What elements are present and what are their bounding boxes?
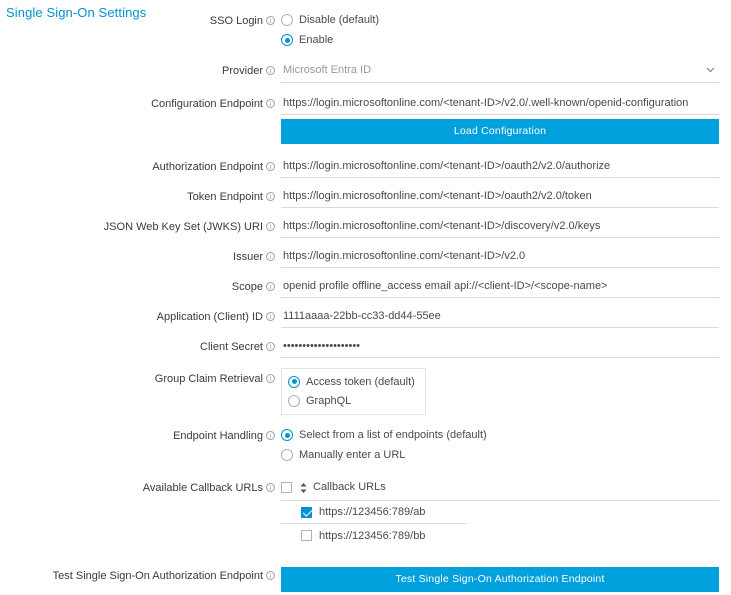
callback-url-checkbox[interactable]: [301, 530, 312, 541]
field-configuration-endpoint: [281, 91, 731, 144]
info-icon[interactable]: i: [266, 222, 275, 231]
scope-input[interactable]: [281, 274, 719, 298]
load-configuration-button[interactable]: Load Configuration: [281, 119, 719, 144]
label-text: Available Callback URLs: [142, 482, 263, 494]
field-available-callback-urls: [281, 475, 731, 547]
label-available-callback-urls: [0, 475, 281, 495]
select-all-checkbox[interactable]: [281, 482, 292, 493]
configuration-endpoint-input[interactable]: [281, 91, 719, 115]
field-row-provider: [0, 58, 731, 83]
radio-label-disable: Disable (default): [299, 14, 380, 26]
jwks-uri-input[interactable]: [281, 214, 719, 238]
radio-icon-access-token[interactable]: [288, 376, 300, 388]
sso-settings-form: [0, 8, 731, 592]
label-endpoint-handling: [0, 423, 281, 443]
field-row-authorization-endpoint: [0, 154, 731, 178]
label-test-sso: [0, 567, 281, 583]
test-sso-authorization-endpoint-button[interactable]: Test Single Sign-On Authorization Endpoint: [281, 567, 719, 592]
field-authorization-endpoint: [281, 154, 731, 178]
list-item[interactable]: [281, 501, 467, 524]
label-group-claim-retrieval: [0, 366, 281, 386]
radio-icon-disable[interactable]: [281, 14, 293, 26]
field-jwks-uri: [281, 214, 731, 238]
label-text: Authorization Endpoint: [152, 161, 263, 173]
info-icon[interactable]: i: [266, 16, 275, 25]
radio-icon-graphql[interactable]: [288, 395, 300, 407]
radio-option-manual-url[interactable]: [281, 445, 719, 465]
callback-urls-header-row: [281, 479, 719, 501]
radio-group-endpoint-handling: [281, 423, 719, 465]
callback-urls-list: [281, 501, 467, 547]
field-row-issuer: [0, 244, 731, 268]
radio-option-graphql[interactable]: [288, 391, 415, 410]
radio-icon-select-list[interactable]: [281, 429, 293, 441]
issuer-input[interactable]: [281, 244, 719, 268]
label-text: SSO Login: [209, 15, 263, 27]
label-client-secret: [0, 334, 281, 354]
callback-urls-table: [281, 475, 719, 547]
radio-icon-manual-url[interactable]: [281, 449, 293, 461]
label-provider: [0, 58, 281, 78]
field-issuer: [281, 244, 731, 268]
field-row-available-callback-urls: [0, 475, 731, 547]
radio-label-select-list: Select from a list of endpoints (default): [299, 429, 487, 441]
list-item[interactable]: [281, 524, 467, 547]
sort-icon[interactable]: [299, 481, 308, 493]
info-icon[interactable]: i: [266, 282, 275, 291]
label-text: Scope: [231, 281, 263, 293]
field-provider: [281, 58, 731, 83]
radio-option-enable[interactable]: [281, 30, 719, 50]
label-client-id: [0, 304, 281, 324]
info-icon[interactable]: i: [266, 483, 275, 492]
label-text: Group Claim Retrieval: [154, 373, 263, 385]
label-configuration-endpoint: [0, 91, 281, 111]
label-text: Application (Client) ID: [156, 311, 263, 323]
label-issuer: [0, 244, 281, 264]
callback-urls-column-header: Callback URLs: [313, 481, 386, 493]
label-text: Provider: [222, 65, 263, 77]
field-row-client-id: [0, 304, 731, 328]
page-title: Single Sign-On Settings: [6, 5, 147, 20]
info-icon[interactable]: i: [266, 431, 275, 440]
label-text: Configuration Endpoint: [151, 98, 263, 110]
client-id-input[interactable]: [281, 304, 719, 328]
field-row-client-secret: [0, 334, 731, 358]
radio-label-manual-url: Manually enter a URL: [299, 449, 406, 461]
label-text: JSON Web Key Set (JWKS) URI: [103, 221, 263, 233]
field-row-configuration-endpoint: [0, 91, 731, 144]
label-scope: [0, 274, 281, 294]
radio-option-disable[interactable]: [281, 10, 719, 30]
radio-group-sso-login: [281, 8, 719, 50]
info-icon[interactable]: i: [266, 342, 275, 351]
info-icon[interactable]: i: [266, 252, 275, 261]
info-icon[interactable]: i: [266, 99, 275, 108]
field-scope: [281, 274, 731, 298]
field-row-endpoint-handling: [0, 423, 731, 465]
label-text: Issuer: [233, 251, 263, 263]
label-sso-login: [0, 8, 281, 28]
field-token-endpoint: [281, 184, 731, 208]
field-row-token-endpoint: [0, 184, 731, 208]
label-jwks-uri: [0, 214, 281, 234]
callback-url-text: https://123456:789/bb: [319, 529, 426, 542]
info-icon[interactable]: i: [266, 312, 275, 321]
info-icon[interactable]: i: [266, 374, 275, 383]
field-sso-login: [281, 8, 731, 50]
label-text: Test Single Sign-On Authorization Endpoint: [52, 570, 263, 582]
field-test-sso: [281, 567, 731, 592]
callback-url-checkbox[interactable]: [301, 507, 312, 518]
group-claim-retrieval-box: [281, 368, 426, 415]
field-row-scope: [0, 274, 731, 298]
token-endpoint-input[interactable]: [281, 184, 719, 208]
radio-icon-enable[interactable]: [281, 34, 293, 46]
authorization-endpoint-input[interactable]: [281, 154, 719, 178]
provider-select-wrap[interactable]: [281, 58, 719, 83]
info-icon[interactable]: i: [266, 571, 275, 580]
field-row-jwks-uri: [0, 214, 731, 238]
label-text: Endpoint Handling: [173, 430, 263, 442]
field-group-claim-retrieval: [281, 366, 731, 415]
field-endpoint-handling: [281, 423, 731, 465]
label-token-endpoint: [0, 184, 281, 204]
field-row-group-claim-retrieval: [0, 366, 731, 415]
field-client-id: [281, 304, 731, 328]
radio-option-access-token[interactable]: [288, 372, 415, 391]
radio-option-select-list[interactable]: [281, 425, 719, 445]
info-icon[interactable]: i: [266, 162, 275, 171]
field-client-secret: [281, 334, 731, 358]
field-row-sso-login: [0, 8, 731, 50]
label-text: Client Secret: [200, 341, 263, 353]
radio-label-access-token: Access token (default): [306, 375, 415, 388]
field-row-test-sso: [0, 567, 731, 592]
radio-label-graphql: GraphQL: [306, 394, 352, 407]
callback-url-text: https://123456:789/ab: [319, 506, 426, 518]
info-icon[interactable]: i: [266, 66, 275, 75]
client-secret-input[interactable]: [281, 334, 719, 358]
provider-select[interactable]: [281, 58, 719, 82]
label-text: Token Endpoint: [187, 191, 263, 203]
info-icon[interactable]: i: [266, 192, 275, 201]
radio-label-enable: Enable: [299, 34, 334, 46]
label-authorization-endpoint: [0, 154, 281, 174]
